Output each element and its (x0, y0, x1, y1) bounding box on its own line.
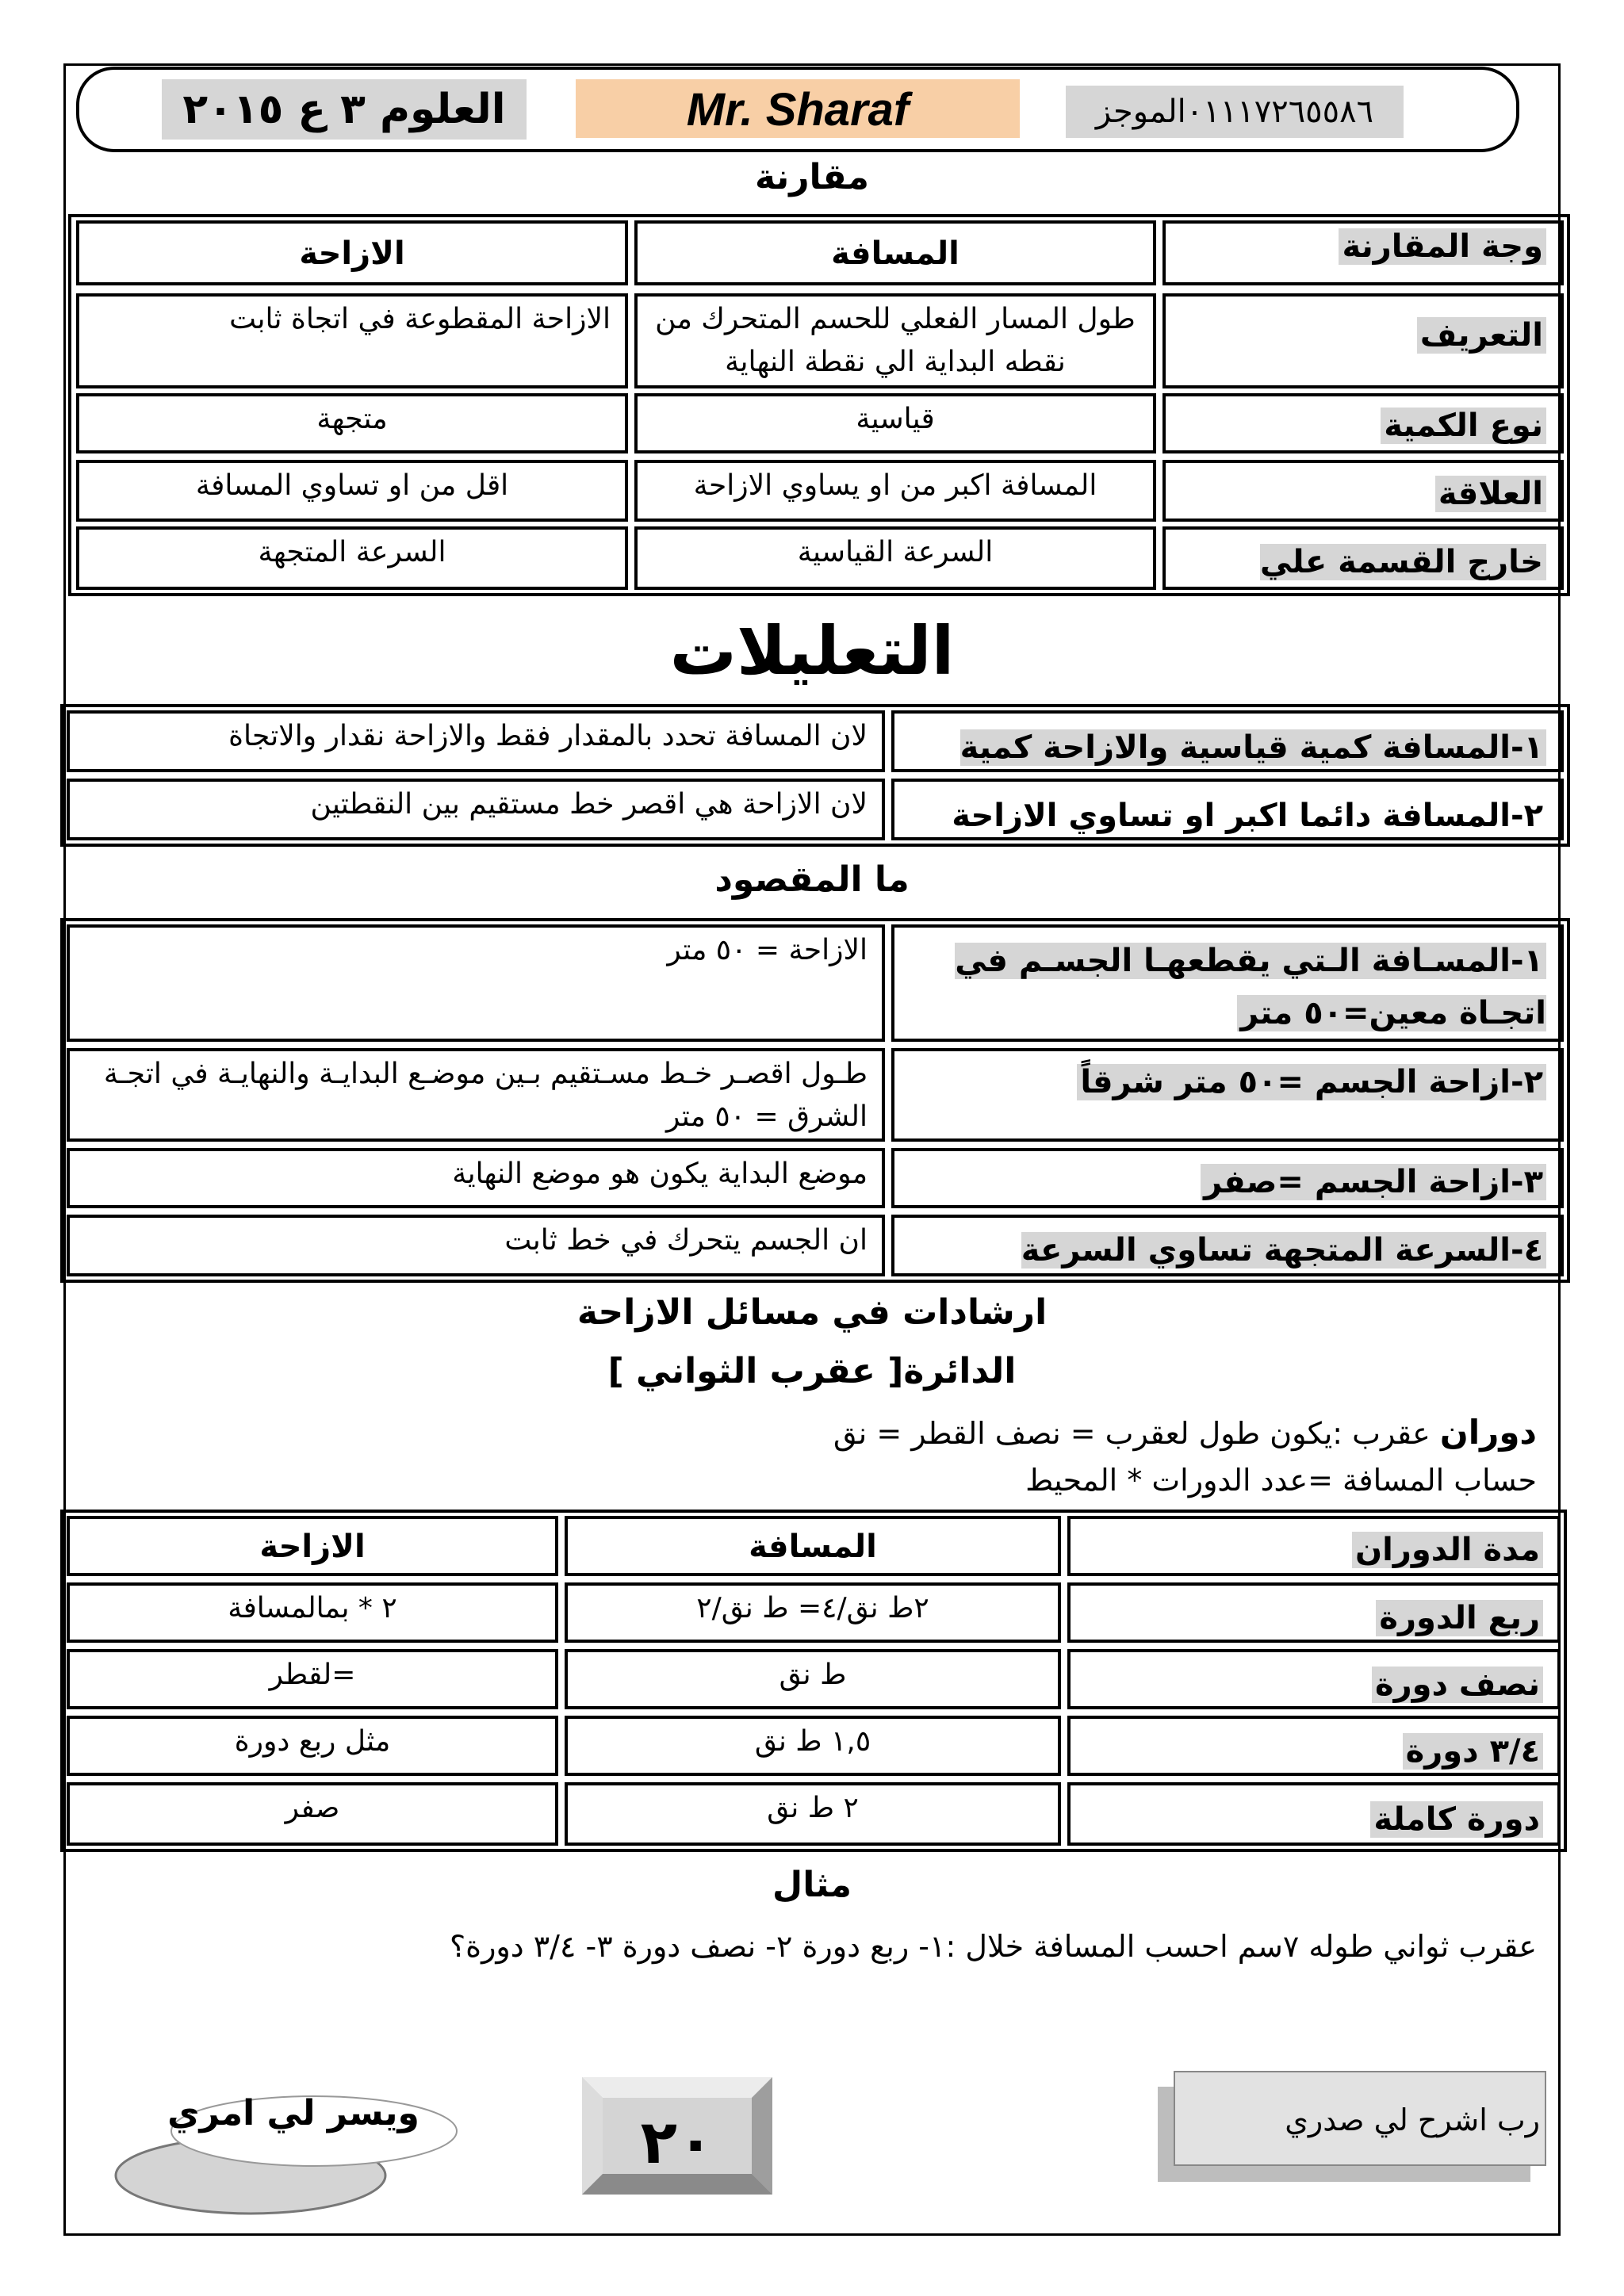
header-teacher-name: Mr. Sharaf (576, 79, 1020, 138)
comparison-title: مقارنة (755, 157, 869, 197)
page-number-box (582, 2077, 772, 2195)
example-text: عقرب ثواني طوله ٧سم احسب المسافة خلال :١- ربع دورة ٢- نصف دورة ٣- ٣/٤ دورة؟ (449, 1929, 1537, 1964)
meaning-answer: الازاحة = ٥٠ متر (67, 924, 885, 1042)
justification-question: ١-المسافة كمية قياسية والازاحة كمية (891, 710, 1564, 772)
distance-calc-line: حساب المسافة =عدد الدورات * المحيط (1025, 1463, 1537, 1498)
rotation-row-period: ربع الدورة (1067, 1582, 1561, 1643)
rotation-row-period: دورة كاملة (1067, 1782, 1561, 1846)
justification-answer: لان الازاحة هي اقصر خط مستقيم بين النقطتين (67, 779, 885, 840)
comparison-header-distance: المسافة (634, 220, 1156, 285)
comparison-header-aspect: وجة المقارنة (1162, 220, 1564, 285)
header-phone: ٠١١١٧٢٦٥٥٨٦الموجز (1066, 86, 1404, 138)
comparison-row-distance: طول المسار الفعلي للحسم المتحرك من نقطه البداية الي نقطة النهاية (634, 293, 1156, 388)
comparison-row-aspect: نوع الكمية (1162, 393, 1564, 453)
meaning-question: ٢-ازاحة الجسم =٥٠ متر شرقاً (891, 1048, 1564, 1142)
hints-subtitle: الدائرة[ عقرب الثواني ] (607, 1351, 1017, 1391)
meaning-question: ٤-السرعة المتجهة تساوي السرعة (891, 1215, 1564, 1276)
rotation-row-displacement: ٢ * بمالمسافة (67, 1582, 558, 1643)
page-number: ٢٠ (640, 2107, 714, 2177)
rotation-header-distance: المسافة (565, 1516, 1061, 1576)
rotation-row-displacement: مثل ربع دورة (67, 1716, 558, 1776)
meaning-question: ٣-ازاحة الجسم =صفر (891, 1148, 1564, 1208)
rotation-header-period: مدة الدوران (1067, 1516, 1561, 1576)
footer-prayer-box: رب اشرح لي صدري (1174, 2071, 1546, 2166)
comparison-row-aspect: العلاقة (1162, 460, 1564, 522)
meaning-answer: طـول اقصـر خـط مسـتقيم بـين موضـع البدايـة والنهايـة في اتجـة الشرق = ٥٠ متر (67, 1048, 885, 1142)
justification-answer: لان المسافة تحدد بالمقدار فقط والازاحة نقدار والاتجاة (67, 710, 885, 772)
justifications-title: التعليلات (669, 612, 955, 690)
rotation-row-displacement: صفر (67, 1782, 558, 1846)
meaning-answer: موضع البداية يكون هو موضع النهاية (67, 1148, 885, 1208)
rotation-row-displacement: =لقطر (67, 1649, 558, 1709)
rotation-row-distance: ٢ ط نق (565, 1782, 1061, 1846)
rotation-row-period: نصف دورة (1067, 1649, 1561, 1709)
comparison-row-displacement: متجهة (76, 393, 628, 453)
hints-title: ارشادات في مسائل الازاحة (576, 1292, 1048, 1333)
header-subject: العلوم ٣ ع ٢٠١٥ (162, 79, 527, 140)
rotation-row-distance: ٢ط نق/٤= ط نق/٢ (565, 1582, 1061, 1643)
comparison-header-displacement: الازاحة (76, 220, 628, 285)
rotation-line: دوران عقرب :يكون طول لعقرب = نصف القطر = نق (833, 1413, 1537, 1452)
meaning-question: ١-المسـافة الـتي يقطعهـا الجسـم في اتجـاة معين=٥٠ متر (891, 924, 1564, 1042)
meaning-answer: ان الجسم يتحرك في خط ثابت (67, 1215, 885, 1276)
comparison-row-displacement: الازاحة المقطوعة في اتجاة ثابت (76, 293, 628, 388)
comparison-row-distance: المسافة اكبر من او يساوي الازاحة (634, 460, 1156, 522)
comparison-row-distance: قياسية (634, 393, 1156, 453)
footer-prayer2: ويسر لي امري (167, 2093, 419, 2133)
rotation-row-distance: ط نق (565, 1649, 1061, 1709)
rotation-header-displacement: الازاحة (67, 1516, 558, 1576)
example-title: مثال (772, 1865, 852, 1905)
comparison-row-aspect: خارج القسمة علي (1162, 526, 1564, 590)
comparison-row-aspect: التعريف (1162, 293, 1564, 388)
comparison-row-distance: السرعة القياسية (634, 526, 1156, 590)
rotation-row-period: ٣/٤ دورة (1067, 1716, 1561, 1776)
justification-question: ٢-المسافة دائما اكبر او تساوي الازاحة (891, 779, 1564, 840)
rotation-row-distance: ١,٥ ط نق (565, 1716, 1061, 1776)
meaning-title: ما المقصود (714, 859, 910, 900)
comparison-row-displacement: اقل من او تساوي المسافة (76, 460, 628, 522)
comparison-row-displacement: السرعة المتجهة (76, 526, 628, 590)
